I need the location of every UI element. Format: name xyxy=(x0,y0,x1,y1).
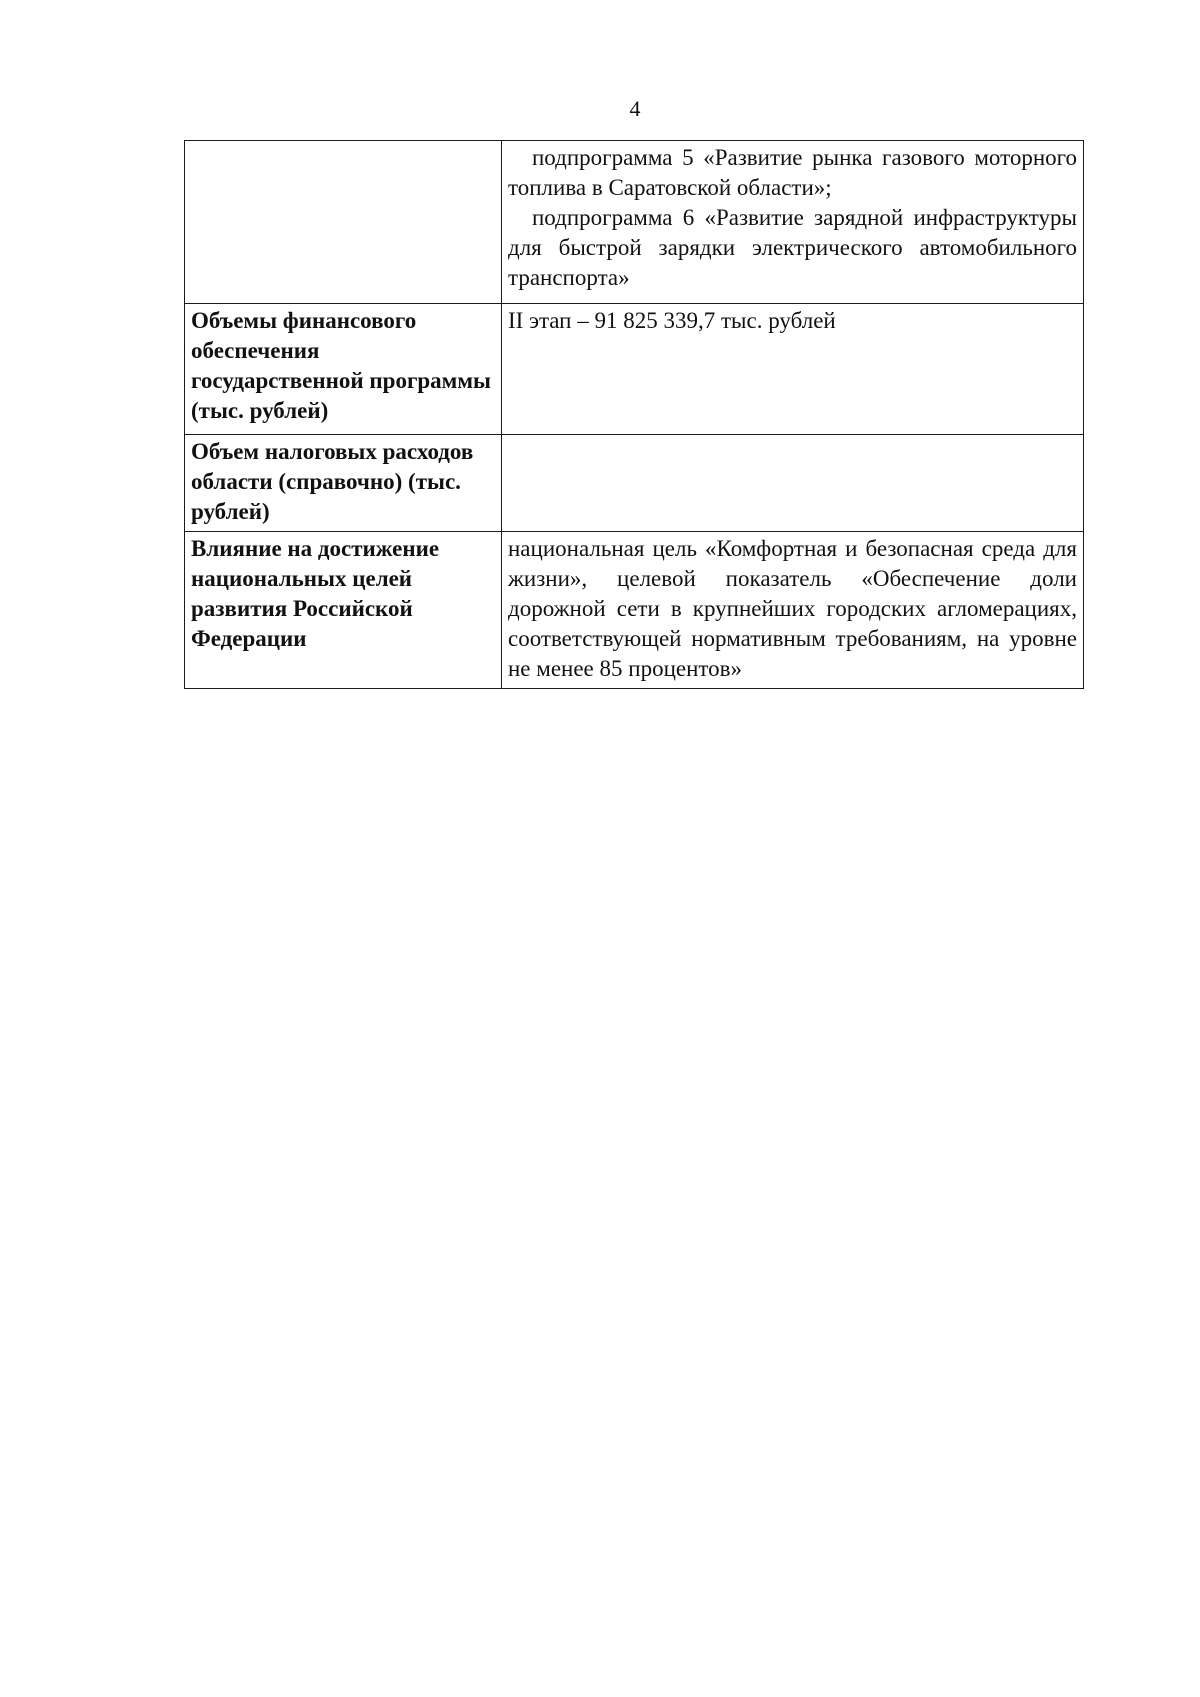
subprogram-5-text: подпрограмма 5 «Развитие рынка газового моторного топлива в Саратовской области»; xyxy=(508,145,1077,200)
row-value: II этап – 91 825 339,7 тыс. рублей xyxy=(502,304,1084,435)
table-row xyxy=(185,435,1084,532)
row-label xyxy=(185,141,502,304)
table-row xyxy=(185,532,1084,689)
row-value: национальная цель «Комфортная и безопасная среда для жизни», целевой показатель «Обеспечение доли дорожной сети в крупнейших городских агломерациях, соответствующей нормативным требованиям, на уровне не менее 85 процентов» xyxy=(502,532,1084,689)
table-row xyxy=(185,141,1084,304)
row-label: Объем налоговых расходов области (справочно) (тыс. рублей) xyxy=(185,435,502,532)
table-row xyxy=(185,304,1084,435)
row-label: Объемы финансового обеспечения государственной программы (тыс. рублей) xyxy=(185,304,502,435)
row-value xyxy=(502,141,1084,304)
subprogram-6-text: подпрограмма 6 «Развитие зарядной инфраструктуры для быстрой зарядки электрического автомобильного транспорта» xyxy=(508,205,1077,290)
page-number: 4 xyxy=(629,96,641,121)
passport-table xyxy=(184,140,1084,689)
row-value xyxy=(502,435,1084,532)
row-label: Влияние на достижение национальных целей развития Российской Федерации xyxy=(185,532,502,689)
